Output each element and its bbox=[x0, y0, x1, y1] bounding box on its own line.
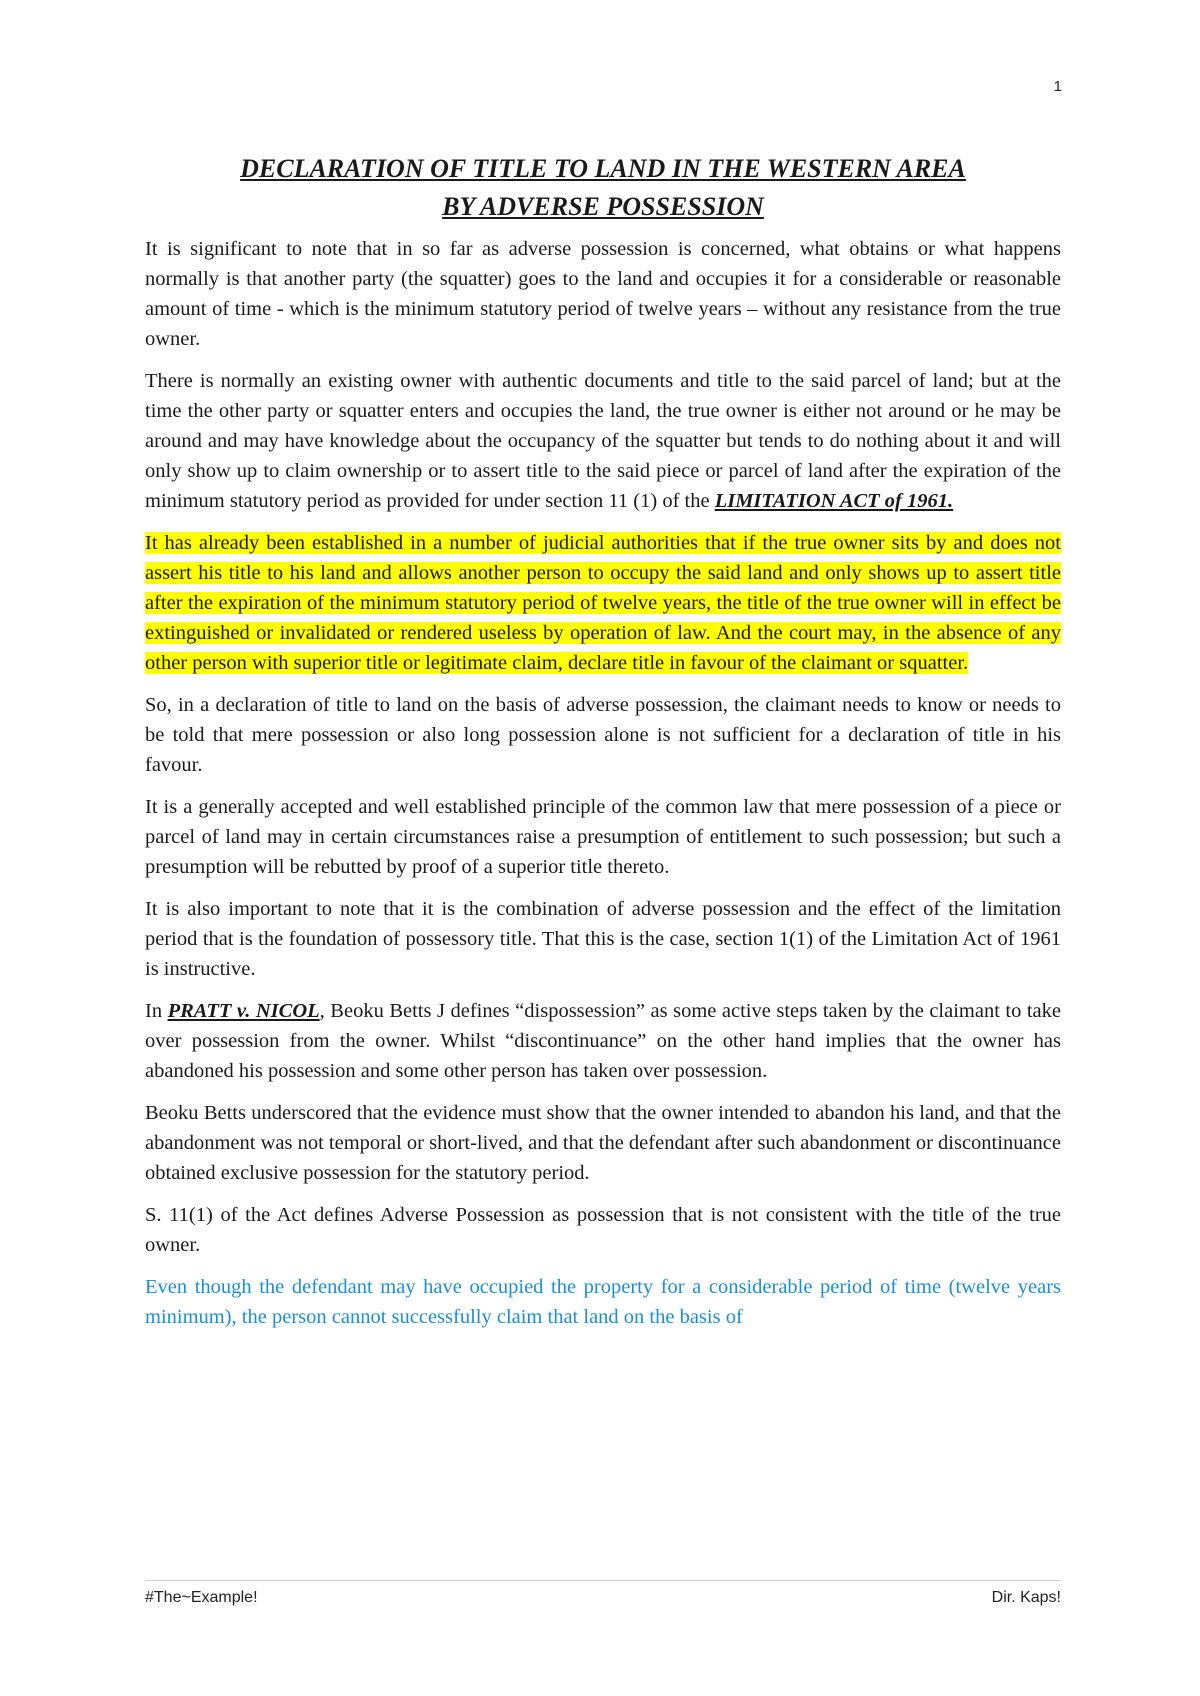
title-line-2: BY ADVERSE POSSESSION bbox=[442, 192, 764, 221]
document-body bbox=[145, 150, 1061, 1344]
paragraph-10-blue: Even though the defendant may have occupied the property for a considerable period of time (twelve years minimum), the person cannot successfully claim that land on the basis of bbox=[145, 1276, 1061, 1328]
paragraph-2-text: There is normally an existing owner with authentic documents and title to the said parcel of land; but at the time the other party or squatter enters and occupies the land, the true owner is either not around or he may be around and may have knowledge about the occupancy of the squatter but tends to do nothing about it and will only show up to claim ownership or to assert title to the said piece or parcel of land after the expiration of the minimum statutory period as provided for under section 11 (1) of the bbox=[145, 370, 1061, 512]
document-title bbox=[145, 150, 1061, 226]
footer-left: #The~Example! bbox=[145, 1589, 258, 1606]
paragraph-5: It is a generally accepted and well established principle of the common law that mere possession of a piece or parcel of land may in certain circumstances raise a presumption of entitlement to such possession; but such a presumption will be rebutted by proof of a superior title thereto. bbox=[145, 796, 1061, 878]
paragraph-7-post: , Beoku Betts J defines “dispossession” as some active steps taken by the claimant to take over possession from the owner. Whilst “discontinuance” on the other hand implies that the owner has abandoned his possession and some other person has taken over possession. bbox=[145, 1000, 1062, 1082]
case-reference-pratt-v-nicol: PRATT v. NICOL bbox=[167, 1000, 320, 1022]
paragraph-7-pre: In bbox=[145, 1000, 168, 1022]
paragraph-4: So, in a declaration of title to land on the basis of adverse possession, the claimant needs to know or needs to be told that mere possession or also long possession alone is not sufficient for a declaration of title in his favour. bbox=[145, 694, 1061, 776]
paragraph-3-text: It has already been established in a number of judicial authorities that if the true owner sits by and does not assert his title to his land and allows another person to occupy the said land and only shows up to assert title after the expiration of the minimum statutory period of twelve years, the title of the true owner will in effect be extinguished or invalidated or rendered useless by operation of law. And the court may, in the absence of any other person with superior title or legitimate claim, declare title in favour of the claimant or squatter. bbox=[145, 532, 1061, 674]
limitation-act-reference: LIMITATION ACT of 1961. bbox=[714, 490, 954, 512]
paragraph-8: Beoku Betts underscored that the evidence must show that the owner intended to abandon his land, and that the abandonment was not temporal or short-lived, and that the defendant after such abandonment or discontinuance obtained exclusive possession for the statutory period. bbox=[145, 1102, 1061, 1184]
page-footer bbox=[145, 1580, 1061, 1607]
paragraph-6: It is also important to note that it is the combination of adverse possession and the effect of the limitation period that is the foundation of possessory title. That this is the case, section 1(1) of the Limitation Act of 1961 is instructive. bbox=[145, 898, 1061, 980]
paragraph-9: S. 11(1) of the Act defines Adverse Possession as possession that is not consistent with the title of the true owner. bbox=[145, 1204, 1061, 1256]
footer-right: Dir. Kaps! bbox=[991, 1589, 1061, 1606]
paragraph-2 bbox=[145, 366, 1061, 516]
paragraph-3-highlighted bbox=[145, 528, 1061, 678]
page-number: 1 bbox=[1053, 78, 1062, 95]
title-line-1: DECLARATION OF TITLE TO LAND IN THE WESTERN AREA bbox=[240, 154, 966, 183]
paragraph-7 bbox=[145, 996, 1061, 1086]
paragraph-1: It is significant to note that in so far as adverse possession is concerned, what obtains or what happens normally is that another party (the squatter) goes to the land and occupies it for a considerable or reasonable amount of time - which is the minimum statutory period of twelve years – without any resistance from the true owner. bbox=[145, 238, 1061, 350]
